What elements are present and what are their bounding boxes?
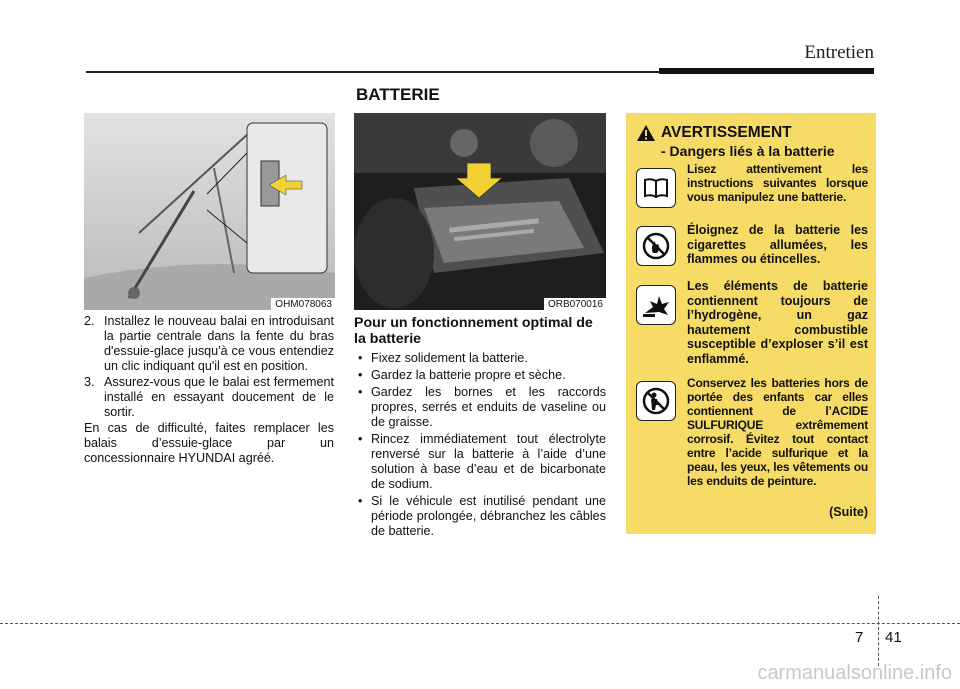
- manual-book-icon: [636, 168, 676, 208]
- page-header-title: Entretien: [804, 42, 874, 63]
- battery-care-heading: Pour un fonctionnement optimal de la batterie: [354, 315, 593, 347]
- wiper-instructions: [84, 314, 334, 466]
- bullet-icon: •: [358, 385, 363, 399]
- battery-illustration: [354, 113, 606, 310]
- battery-care-section: [354, 314, 606, 541]
- warning-title: AVERTISSEMENT: [661, 124, 792, 141]
- warning-box: [626, 113, 876, 534]
- list-item: [354, 494, 606, 539]
- warning-triangle-icon: [636, 124, 656, 142]
- step-item: [84, 314, 334, 374]
- wiper-blade-photo: [84, 113, 335, 310]
- image-caption: OHM078063: [271, 298, 335, 310]
- list-item: [354, 432, 606, 492]
- header-rule: [86, 71, 659, 73]
- list-item-text: Rincez immédiatement tout électrolyte renversé sur la batterie à l’aide d’une solution à base d’eau et de bicarbonate de sodium.: [371, 432, 606, 491]
- warning-text-no-flames: Éloignez de la batterie les cigarettes allumées, les flammes ou étincelles.: [687, 223, 868, 267]
- bullet-icon: •: [358, 351, 363, 365]
- footer-rule: [0, 623, 960, 624]
- list-item-text: Gardez les bornes et les raccords propres, serrés et enduits de vaseline ou de graisse.: [371, 385, 606, 429]
- chapter-number: 7: [855, 629, 864, 646]
- keep-away-children-icon: [636, 381, 676, 421]
- header-rule-accent: [659, 68, 874, 74]
- step-text: Installez le nouveau balai en introduisant la partie centrale dans la fente du bras d'essuie-glace jusqu'à ce vous entendiez un clic indiquant qu'il est en position.: [104, 314, 334, 373]
- bullet-icon: •: [358, 494, 363, 508]
- list-item: [354, 351, 606, 366]
- warning-text-hydrogen: Les éléments de batterie contiennent toujours de l’hydrogène, un gaz hautement combustible susceptible d’exploser s’il est enflammé.: [687, 279, 868, 366]
- footer-divider: [878, 596, 879, 666]
- warning-header: [636, 124, 792, 142]
- page-number: 41: [885, 629, 902, 646]
- list-item-text: Gardez la batterie propre et sèche.: [371, 368, 566, 382]
- battery-photo: [354, 113, 606, 310]
- step-number: 2.: [84, 314, 95, 328]
- step-text: Assurez-vous que le balai est fermement installé en essayant doucement de le sortir.: [104, 375, 334, 419]
- wiper-illustration: [84, 113, 335, 310]
- continued-label: (Suite): [829, 505, 868, 519]
- image-caption: ORB070016: [544, 298, 606, 310]
- list-item: [354, 368, 606, 383]
- no-fire-icon: [636, 226, 676, 266]
- step-number: 3.: [84, 375, 95, 389]
- step-item: [84, 375, 334, 420]
- list-item: [354, 385, 606, 430]
- section-title: BATTERIE: [356, 85, 440, 104]
- watermark: carmanualsonline.info: [757, 662, 952, 684]
- warning-text-sulfuric-acid: Conservez les batteries hors de portée des enfants car elles contiennent de l’ACIDE SULFURIQUE extrêmement corrosif. Évitez tout contact entre l’acide sulfurique et la peau, les yeux, les vêtements ou les enduits de peinture.: [687, 376, 868, 488]
- warning-subtitle: - Dangers liés à la batterie: [661, 143, 835, 159]
- explosive-icon: [636, 285, 676, 325]
- list-item-text: Fixez solidement la batterie.: [371, 351, 528, 365]
- bullet-icon: •: [358, 432, 363, 446]
- bullet-icon: •: [358, 368, 363, 382]
- warning-text-read-instructions: Lisez attentivement les instructions suivantes lorsque vous manipulez une batterie.: [687, 162, 868, 204]
- dealer-note: En cas de difficulté, faites remplacer les balais d’essuie-glace par un concessionnaire HYUNDAI agréé.: [84, 421, 334, 465]
- list-item-text: Si le véhicule est inutilisé pendant une période prolongée, débranchez les câbles de batterie.: [371, 494, 606, 538]
